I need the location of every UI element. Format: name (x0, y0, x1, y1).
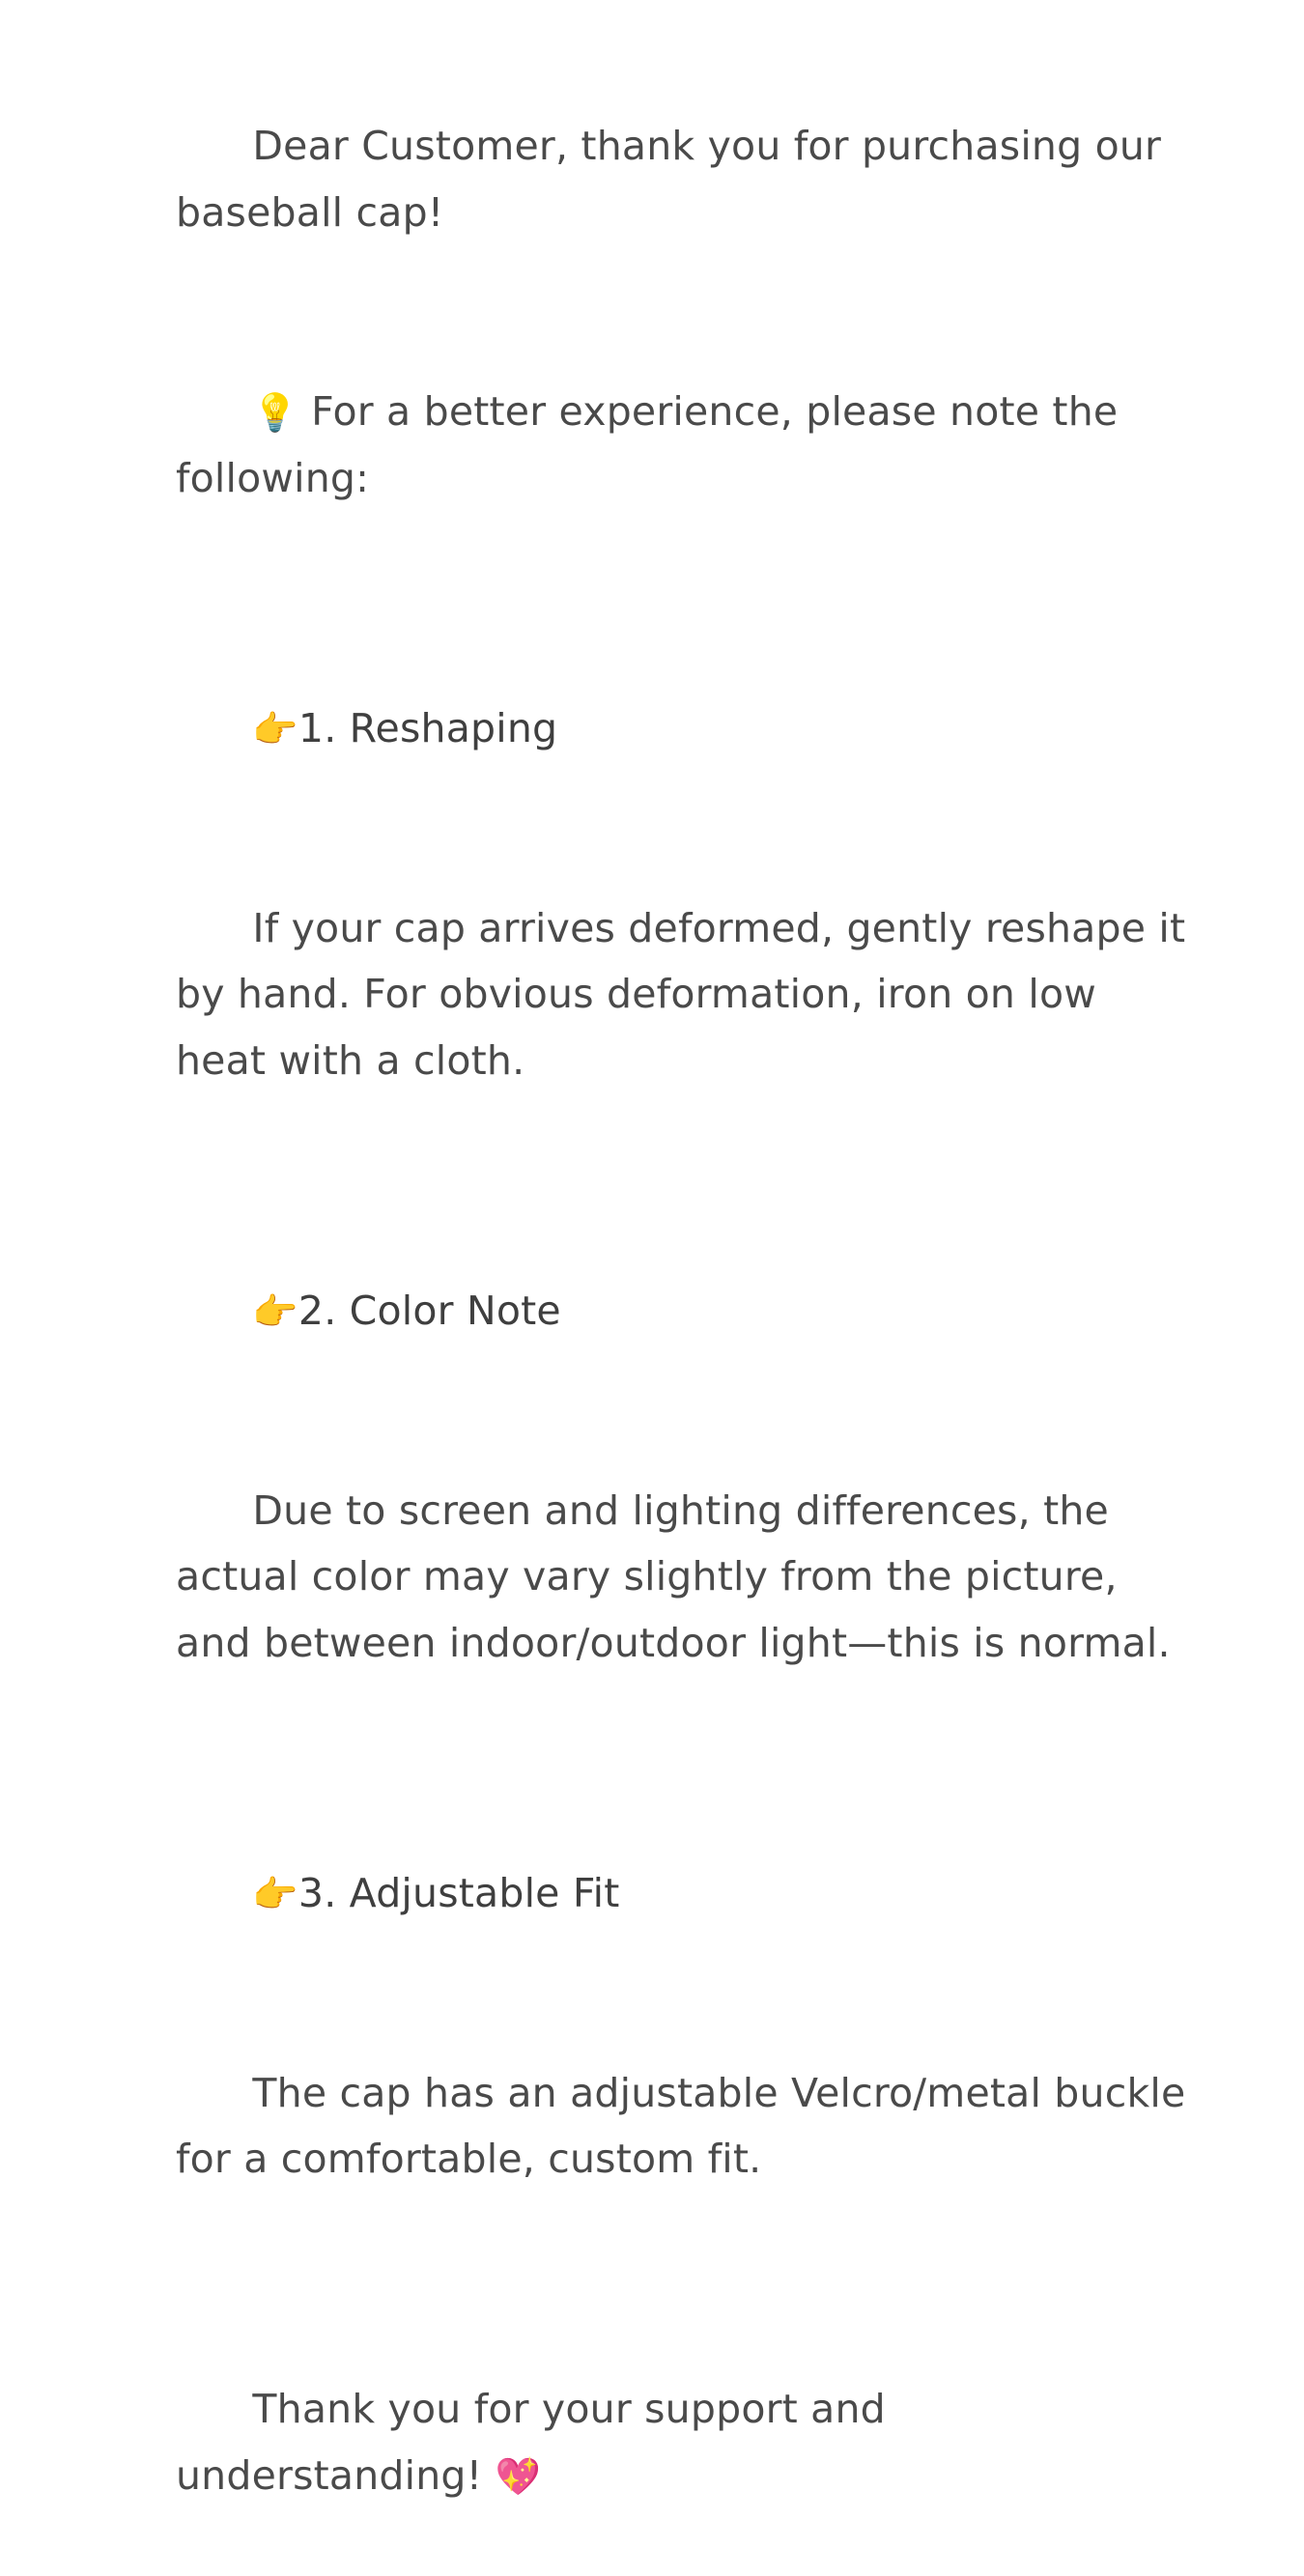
section-2-heading (176, 1211, 1190, 1411)
section-1-heading (176, 629, 1190, 829)
spacer-3 (176, 1743, 1190, 1794)
spacer-4 (176, 2259, 1190, 2309)
greeting-text: Dear Customer, thank you for purchasing our baseball cap! (176, 122, 1175, 236)
section-3-heading (176, 1794, 1190, 1994)
growing-heart-icon: 💖 (495, 2454, 542, 2498)
greeting-paragraph (176, 46, 1190, 313)
section-3-body (176, 1994, 1199, 2260)
section-1-body-text: If your cap arrives deformed, gently reshape it by hand. For obvious deformation, iron on low heat with a cloth. (176, 904, 1199, 1085)
pointing-right-hand-icon: 👉 (252, 1289, 298, 1333)
pointing-right-hand-icon: 👉 (252, 707, 298, 750)
section-2-body (176, 1411, 1190, 1743)
section-2-body-text: Due to screen and lighting differences, the actual color may vary slightly from the picture, and between indoor/outdoor light—this is normal. (176, 1486, 1171, 1667)
spacer-2 (176, 1161, 1190, 1211)
pointing-right-hand-icon: 👉 (252, 1872, 298, 1915)
closing-paragraph (176, 2309, 1190, 2576)
section-3-heading-text: 3. Adjustable Fit (298, 1869, 620, 1916)
document-content (176, 46, 1199, 2576)
spacer-1 (176, 579, 1190, 629)
section-1-body (176, 829, 1199, 1161)
section-2-heading-text: 2. Color Note (298, 1287, 561, 1334)
section-3-body-text: The cap has an adjustable Velcro/metal buckle for a comfortable, custom fit. (176, 2069, 1199, 2183)
light-bulb-icon: 💡 (252, 391, 298, 435)
note-intro-text: For a better experience, please note the following: (176, 388, 1131, 502)
closing-text: Thank you for your support and understanding! (176, 2386, 899, 2499)
note-intro-paragraph (176, 313, 1190, 580)
page-top-edge (0, 0, 1304, 29)
section-1-heading-text: 1. Reshaping (298, 704, 558, 751)
